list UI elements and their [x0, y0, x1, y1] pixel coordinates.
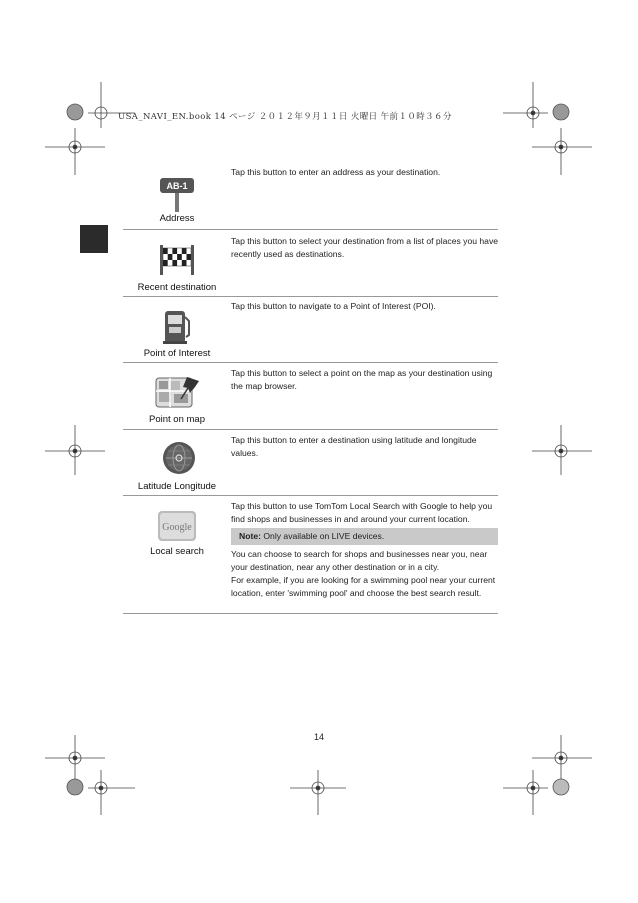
note-box: [231, 528, 498, 545]
row-desc-recent-destination: Tap this button to select your destination from a list of places you have recently used as destinations.: [231, 236, 499, 259]
row-divider: [123, 613, 498, 614]
note-text: Only available on LIVE devices.: [260, 531, 385, 541]
row-label-local-search: Local search: [150, 546, 204, 557]
globe-icon: [162, 441, 196, 475]
row-extra-2: For example, if you are looking for a swimming pool near your current location, enter 'swimming pool' and choose the best search result.: [231, 575, 496, 598]
section-tab: [80, 225, 108, 253]
row-desc-local-search: Tap this button to use TomTom Local Search with Google to help you find shops and businesses in and around your current location.: [231, 501, 493, 524]
row-label-address: Address: [159, 213, 195, 224]
sign-text: AB-1: [166, 181, 188, 191]
checkered-flag-icon: [158, 245, 196, 275]
note-label: Note:: [239, 531, 261, 541]
map-pin-icon: [155, 375, 201, 409]
row-extra-1: You can choose to search for shops and businesses near you, near your destination, near any other destination or in a city.: [231, 549, 488, 572]
row-divider: [123, 495, 498, 496]
print-header: USA_NAVI_EN.book 14 ページ ２０１２年９月１１日 火曜日 午前１０時３６分: [118, 112, 452, 122]
row-divider: [123, 362, 498, 363]
row-label-point-of-interest: Point of Interest: [143, 348, 211, 359]
row-desc-address: Tap this button to enter an address as your destination.: [231, 167, 441, 177]
row-divider: [123, 429, 498, 430]
row-desc-point-of-interest: Tap this button to navigate to a Point of Interest (POI).: [231, 301, 436, 311]
page-number: 14: [313, 732, 324, 742]
row-label-recent-destination: Recent destination: [137, 282, 217, 293]
fuel-pump-icon: [162, 309, 192, 345]
google-logo-text: Google: [162, 522, 192, 533]
row-desc-latitude-longitude: Tap this button to enter a destination using latitude and longitude values.: [231, 435, 477, 458]
row-divider: [123, 229, 498, 230]
row-divider: [123, 296, 498, 297]
row-label-latitude-longitude: Latitude Longitude: [137, 481, 217, 492]
row-desc-point-on-map: Tap this button to select a point on the map as your destination using the map browser.: [231, 368, 493, 391]
address-sign-icon: [159, 172, 195, 212]
google-icon: [158, 511, 196, 541]
row-label-point-on-map: Point on map: [149, 414, 205, 425]
